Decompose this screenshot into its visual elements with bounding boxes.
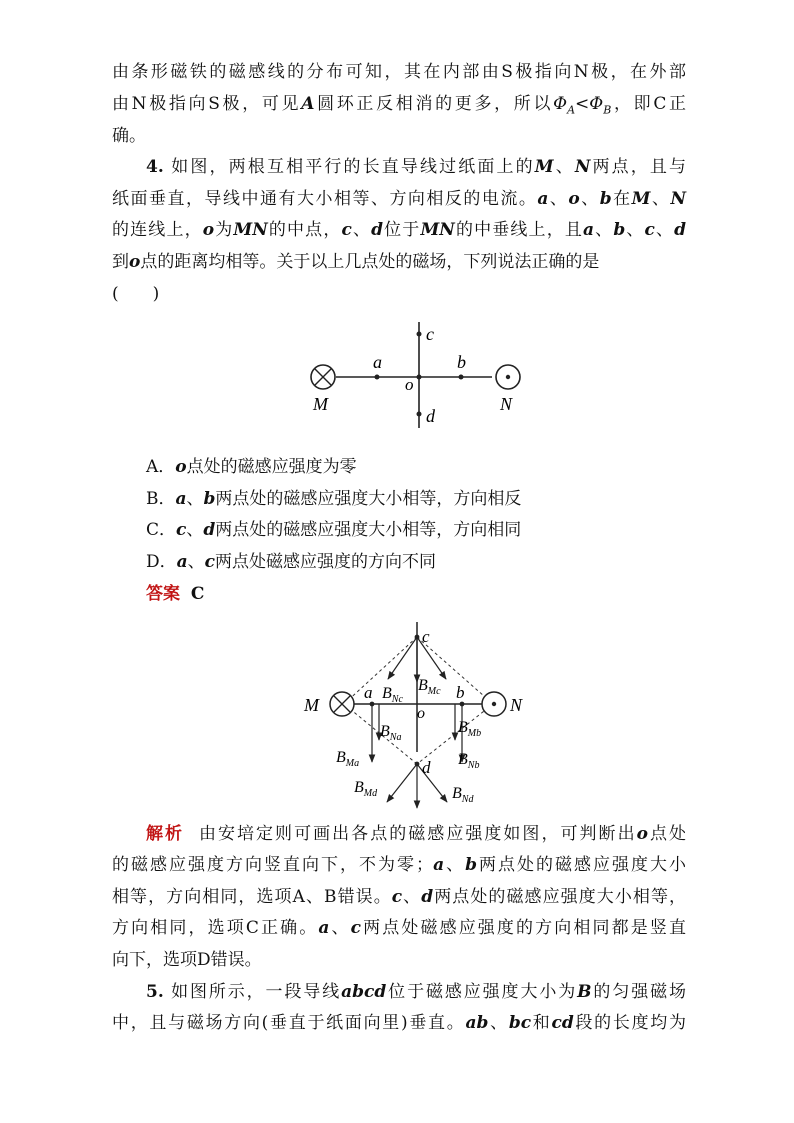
vector-b-md: [387, 764, 417, 802]
label-b-mc: $B_{Mc}$: [418, 677, 441, 697]
analysis-line-5: 向下，选项D错误。: [112, 950, 262, 970]
q5-line-2: 中，且与磁场方向(垂直于纸面向里)垂直。ab、bc和cd段的长度均为: [112, 1013, 686, 1033]
intro-line-2: 由N极指向S极，可见A圆环正反相消的更多，所以$\Phi_A<\Phi_B$，即C正: [112, 94, 686, 117]
label-a: a: [364, 683, 373, 702]
wire-m-into-page-icon: [330, 692, 354, 716]
label-b-md: $B_{Md}$: [354, 779, 378, 799]
label-b: b: [456, 683, 465, 702]
q4-line-2: 纸面垂直，导线中通有大小相等、方向相反的电流。a、o、b在M、N: [112, 189, 687, 209]
analysis-line-2: 的磁感应强度方向竖直向下，不为零；a、b两点处的磁感应强度大小: [112, 855, 687, 875]
label-m: M: [313, 394, 328, 414]
q4-line-1: 4. 如图，两根互相平行的长直导线过纸面上的M、N两点，且与: [146, 157, 687, 177]
figure-solution-diagram: [298, 612, 542, 817]
label-b-ma: $B_{Ma}$: [336, 749, 360, 769]
label-b-na: $B_{Na}$: [380, 723, 402, 743]
label-m: M: [304, 695, 319, 715]
label-b-nb: $B_{Nb}$: [458, 751, 480, 771]
answer-label: 答案: [146, 584, 180, 604]
point-c: [417, 332, 422, 337]
label-a: a: [373, 352, 382, 372]
label-d: d: [426, 406, 435, 426]
analysis-line-4: 方向相同，选项C正确。a、c两点处磁感应强度的方向相同都是竖直: [112, 918, 687, 938]
analysis-line-3: 相等，方向相同，选项A、B错误。c、d两点处的磁感应强度大小相等，: [112, 887, 687, 907]
label-d: d: [422, 758, 431, 777]
label-b-mb: $B_{Mb}$: [458, 719, 482, 739]
point-a: [375, 375, 380, 380]
q4-bracket: ( ): [112, 284, 160, 304]
point-b: [459, 375, 464, 380]
answer-value: C: [190, 584, 205, 604]
wire-m-into-page-icon: [311, 365, 335, 389]
label-c: c: [422, 627, 430, 646]
option-b: B．a、b两点处的磁感应强度大小相等，方向相反: [146, 489, 522, 509]
label-o: o: [405, 375, 414, 394]
figure-wires-diagram: [300, 310, 540, 440]
label-n: N: [510, 695, 523, 715]
wire-n-out-of-page-icon: [482, 692, 506, 716]
intro-line-3: 确。: [112, 126, 146, 146]
option-c: C．c、d两点处的磁感应强度大小相等，方向相同: [146, 520, 522, 540]
label-o: o: [417, 705, 425, 722]
analysis-label: 解析: [146, 824, 185, 844]
q4-line-3: 的连线上，o为MN的中点，c、d位于MN的中垂线上，且a、b、c、d: [112, 220, 687, 240]
intro-line-1: 由条形磁铁的磁感线的分布可知，其在内部由S极指向N极，在外部: [112, 62, 686, 82]
point-o: [417, 375, 422, 380]
wire-n-out-of-page-icon: [496, 365, 520, 389]
vector-b-nc: [388, 637, 417, 679]
analysis-line-1: 解析 由安培定则可画出各点的磁感应强度如图，可判断出o点处: [146, 824, 687, 844]
answer-line: [146, 582, 686, 606]
label-c: c: [426, 324, 434, 344]
label-b-nc: $B_{Nc}$: [382, 685, 403, 705]
option-a: A．o点处的磁感应强度为零: [146, 457, 357, 477]
label-b-nd: $B_{Nd}$: [452, 785, 474, 805]
q4-line-4: 到o点的距离均相等。关于以上几点处的磁场，下列说法正确的是: [112, 252, 600, 272]
point-d: [417, 412, 422, 417]
option-d: D．a、c两点处磁感应强度的方向不同: [146, 552, 437, 572]
label-n: N: [500, 394, 513, 414]
q5-line-1: 5. 如图所示，一段导线abcd位于磁感应强度大小为B的匀强磁场: [146, 982, 687, 1002]
label-b: b: [457, 352, 466, 372]
